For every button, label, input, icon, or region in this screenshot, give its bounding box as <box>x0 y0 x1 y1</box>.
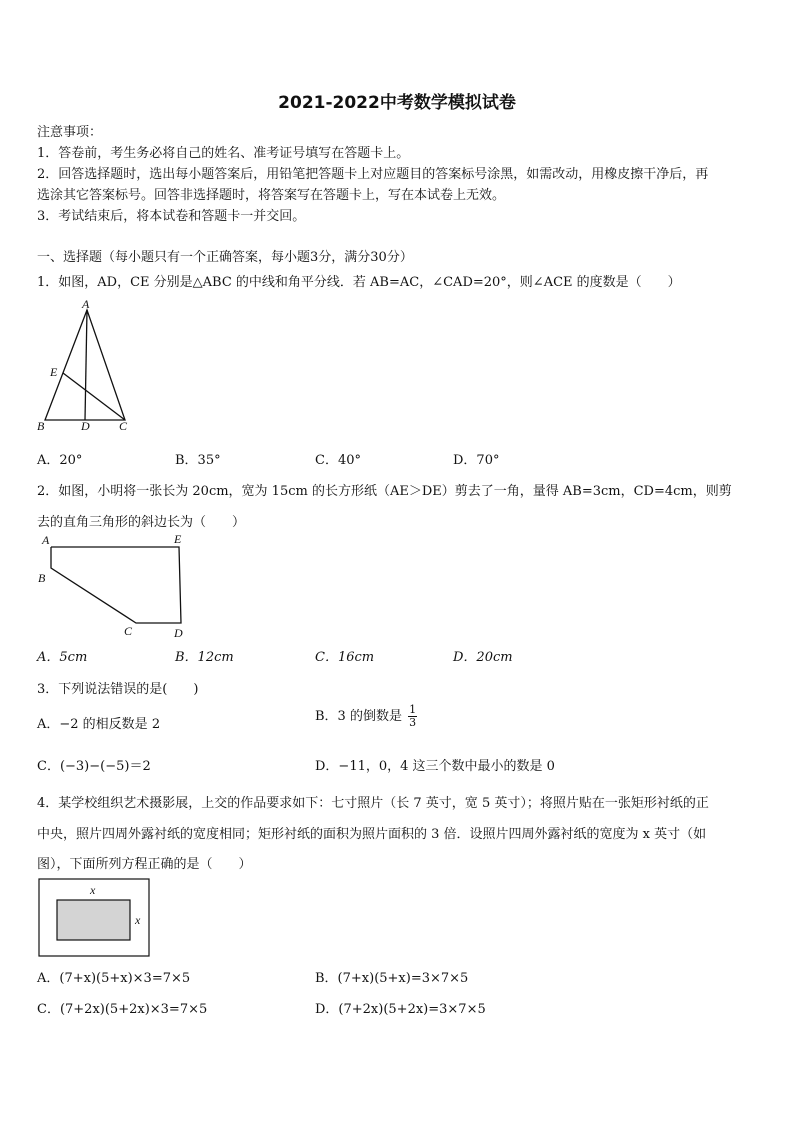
label-e: E <box>174 532 182 546</box>
q2-option-c: C．16cm <box>315 650 375 665</box>
question-1-stem: 1．如图，AD，CE 分别是△ABC 的中线和角平分线．若 AB=AC，∠CAD=20°，则∠ACE 的度数是（ ） <box>37 275 681 290</box>
q4-option-b: B．(7+x)(5+x)=3×7×5 <box>315 971 469 986</box>
note-item: 2．回答选择题时，选出每小题答案后，用铅笔把答题卡上对应题目的答案标号涂黑，如需改动，用橡皮擦干净后，再 <box>37 167 709 182</box>
question-2-paper-figure <box>33 530 198 642</box>
label-x-right: x <box>135 913 141 927</box>
note-item: 3．考试结束后，将本试卷和答题卡一并交回。 <box>37 209 306 224</box>
note-item: 1．答卷前，考生务必将自己的姓名、准考证号填写在答题卡上。 <box>37 146 410 161</box>
q1-option-d: D．70° <box>453 453 500 468</box>
question-1-triangle-figure <box>33 296 143 436</box>
q4-option-a: A．(7+x)(5+x)×3=7×5 <box>37 971 191 986</box>
question-2-stem-line1: 2．如图，小明将一张长为 20cm，宽为 15cm 的长方形纸（AE＞DE）剪去了一角，量得 AB=3cm，CD=4cm，则剪 <box>37 484 732 499</box>
q2-option-d: D．20cm <box>453 650 513 665</box>
q3-option-d: D．−11，0，4 这三个数中最小的数是 0 <box>315 759 555 774</box>
label-a: A <box>42 533 50 547</box>
label-b: B <box>38 571 46 585</box>
q4-option-c: C．(7+2x)(5+2x)×3=7×5 <box>37 1002 208 1017</box>
question-4-stem-line2: 中央，照片四周外露衬纸的宽度相同；矩形衬纸的面积为照片面积的 3 倍．设照片四周外露衬纸的宽度为 x 英寸（如 <box>37 827 707 842</box>
question-4-stem-line1: 4．某学校组织艺术摄影展，上交的作品要求如下：七寸照片（长 7 英寸，宽 5 英寸）；将照片贴在一张矩形衬纸的正 <box>37 796 709 811</box>
question-3-stem: 3．下列说法错误的是( ) <box>37 682 199 697</box>
notes-heading: 注意事项： <box>37 125 103 140</box>
label-b: B <box>37 419 45 433</box>
q2-option-a: A．5cm <box>37 650 88 665</box>
label-c: C <box>124 624 133 638</box>
question-2-stem-line2: 去的直角三角形的斜边长为（ ） <box>37 515 246 530</box>
label-d: D <box>174 626 183 640</box>
question-4-stem-line3: 图），下面所列方程正确的是（ ） <box>37 857 252 872</box>
q1-option-c: C．40° <box>315 453 361 468</box>
label-a: A <box>82 297 90 311</box>
question-4-photo-figure <box>37 877 152 959</box>
q3-option-b-text: B．3 的倒数是 <box>315 709 402 724</box>
label-e: E <box>50 365 58 379</box>
q3-option-b <box>315 704 417 729</box>
q4-option-d: D．(7+2x)(5+2x)=3×7×5 <box>315 1002 486 1017</box>
q1-option-a: A．20° <box>37 453 83 468</box>
page-title: 2021-2022中考数学模拟试卷 <box>278 93 516 113</box>
q2-option-b: B．12cm <box>175 650 234 665</box>
label-d: D <box>81 419 90 433</box>
fraction-numerator: 1 <box>409 703 417 716</box>
q3-option-a: A．−2 的相反数是 2 <box>37 717 161 732</box>
fraction-denominator: 3 <box>409 716 417 729</box>
q1-option-b: B．35° <box>175 453 221 468</box>
label-x-top: x <box>90 883 96 897</box>
fraction-one-third <box>408 704 417 729</box>
section-heading: 一、选择题（每小题只有一个正确答案，每小题3分，满分30分） <box>37 250 413 265</box>
note-item: 选涂其它答案标号。回答非选择题时，将答案写在答题卡上，写在本试卷上无效。 <box>37 188 506 203</box>
q3-option-c: C．(−3)−(−5)＝2 <box>37 759 151 774</box>
label-c: C <box>119 419 128 433</box>
